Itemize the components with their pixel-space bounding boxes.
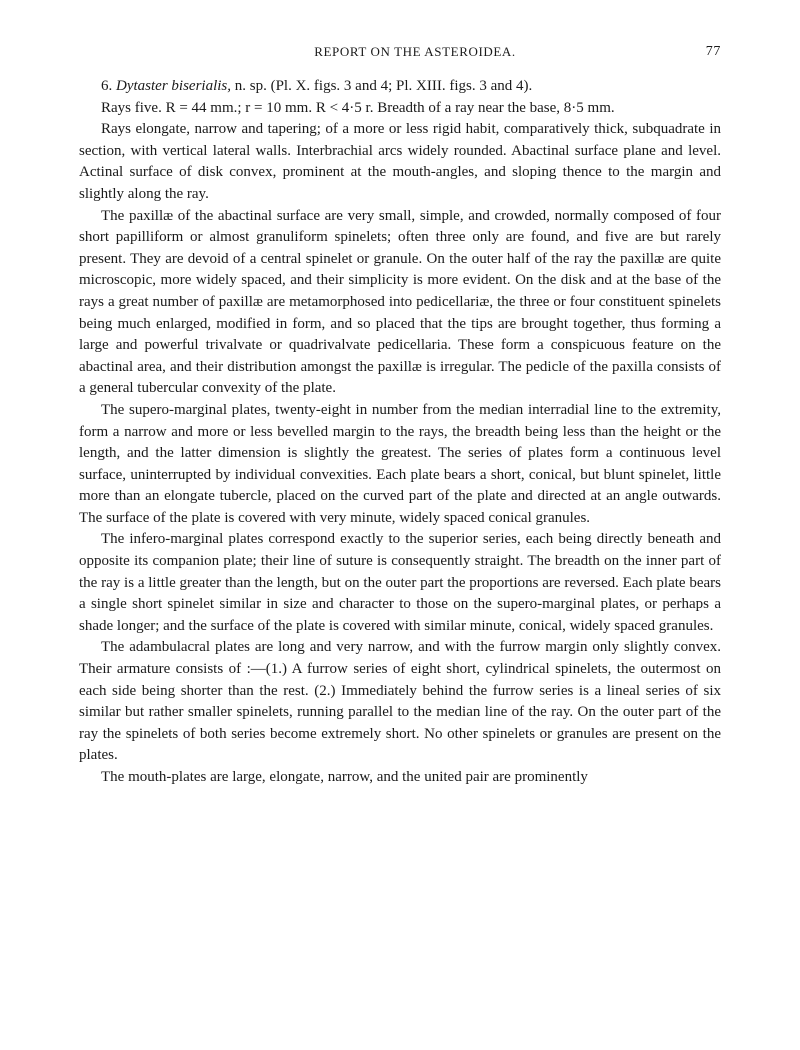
page-number: 77 (705, 44, 721, 59)
paragraph-paxillae: The paxillæ of the abactinal surface are very small, simple, and crowded, normally composed of four short papilliform or almost granuliform spinelets; often three only are found, and five are but rarely present. They are devoid of a central spinelet or granule. On the outer half of the ray the paxillæ are quite microscopic, more widely spaced, and their simplicity is more evident. On the disk and at the base of the rays a great number of paxillæ are metamorphosed into pedicellariæ, the three or four constituent spinelets being much enlarged, modified in form, and so placed that the tips are brought together, thus forming a large and powerful trivalvate or quadrivalvate pedicellaria. These form a conspicuous feature on the abactinal area, and their distribution amongst the paxillæ is irregular. The pedicle of the paxilla consists of a general tubercular convexity of the plate. (79, 207, 721, 397)
paragraph-supero-marginal: The supero-marginal plates, twenty-eight in number from the median interradial line to the extremity, form a narrow and more or less bevelled margin to the rays, the breadth being less than the height or the length, and the latter dimension is slightly the greatest. The series of plates form a continuous level surface, uninterrupted by individual convexities. Each plate bears a short, conical, but blunt spinelet, little more than an elongate tubercle, placed on the curved part of the plate and directed at an angle outwards. The surface of the plate is covered with very minute, widely spaced conical granules. (79, 401, 721, 526)
paragraph-adambulacral: The adambulacral plates are long and very narrow, and with the furrow margin only slightly convex. Their armature consists of :—(1.) A furrow series of eight short, cylindrical spinelets, the outermost on each side being shorter than the rest. (2.) Immediately behind the furrow series is a lineal series of six similar but rather smaller spinelets, running parallel to the median line of the ray. On the outer part of the ray the spinelets of both series become extremely short. No other spinelets or granules are present on the plates. (79, 639, 721, 764)
paragraph-measurements: Rays five. R = 44 mm.; r = 10 mm. R < 4·5 r. Breadth of a ray near the base, 8·5 mm. (101, 99, 615, 116)
running-title: REPORT ON THE ASTEROIDEA. (314, 44, 516, 59)
species-heading (79, 76, 721, 98)
paragraph-infero-marginal: The infero-marginal plates correspond exactly to the superior series, each being directly beneath and opposite its companion plate; their line of suture is consequently straight. The breadth on the inner part of the ray is a little greater than the length, but on the outer part the proportions are reversed. Each plate bears a single short spinelet similar in size and character to those on the supero-marginal plates, or perhaps a shade longer; and the surface of the plate is covered with similar minute, conical, widely spaced granules. (79, 531, 721, 634)
page (79, 44, 721, 789)
paragraph-mouth-plates: The mouth-plates are large, elongate, narrow, and the united pair are prominently (101, 769, 588, 785)
paragraph-rays: Rays elongate, narrow and tapering; of a more or less rigid habit, comparatively thick, subquadrate in section, with vertical lateral walls. Interbrachial arcs widely rounded. Abactinal surface plane and level. Actinal surface of disk convex, prominent at the mouth-angles, and sloping thence to the margin and slightly along the ray. (79, 121, 721, 202)
running-header (79, 44, 721, 72)
species-reference: n. sp. (Pl. X. figs. 3 and 4; Pl. XIII. figs. 3 and 4). (231, 78, 533, 94)
species-number: 6. (101, 78, 113, 94)
species-name: Dytaster biserialis, (116, 78, 231, 94)
